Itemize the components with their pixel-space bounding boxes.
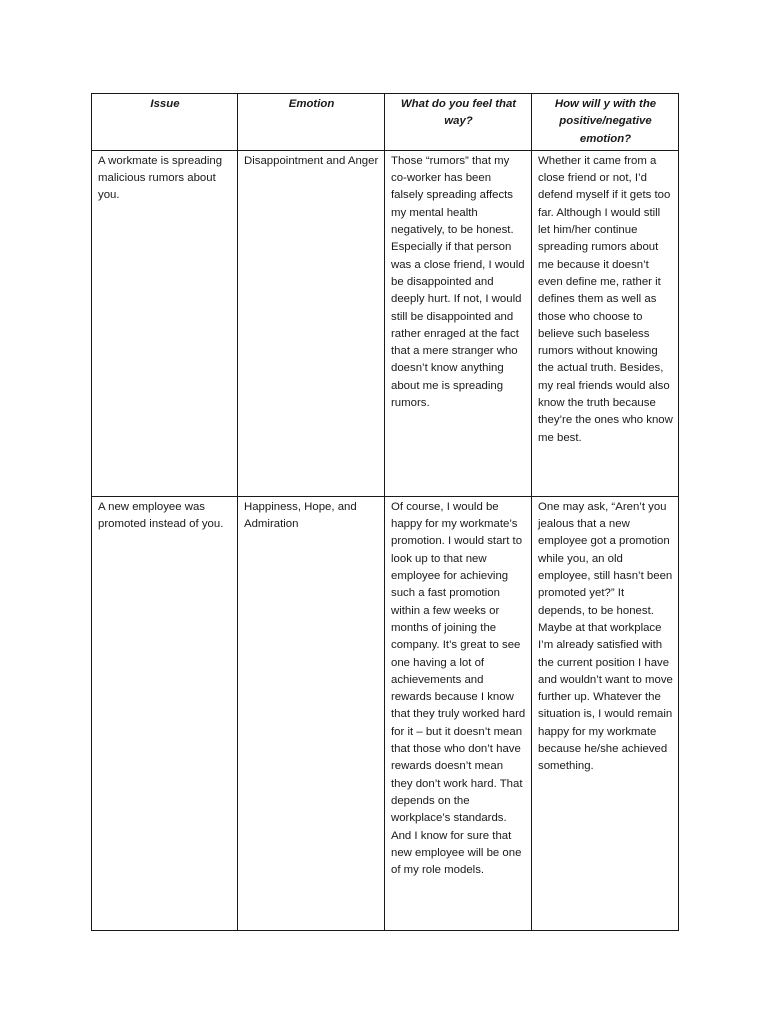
issue-cell: A new employee was promoted instead of you. xyxy=(92,496,238,930)
issue-cell: A workmate is spreading malicious rumors about you. xyxy=(92,150,238,496)
header-feeling: What do you feel that way? xyxy=(385,94,532,151)
header-response: How will y with the positive/negative emotion? xyxy=(532,94,679,151)
response-cell: Whether it came from a close friend or not, I’d defend myself if it gets too far. Although I would still let him/her continue spreading rumors about me because it doesn’t even define me, rather it defines them as well as those who choose to believe such baseless rumors without knowing the actual truth. Besides, my real friends would also know the truth because they’re the ones who know me best. xyxy=(532,150,679,496)
header-issue: Issue xyxy=(92,94,238,151)
header-row xyxy=(92,94,679,151)
emotion-cell: Disappointment and Anger xyxy=(238,150,385,496)
emotion-table xyxy=(91,93,679,931)
feeling-cell: Those “rumors” that my co-worker has been falsely spreading affects my mental health negatively, to be honest. Especially if that person was a close friend, I would be disappointed and deeply hurt. If not, I would still be disappointed and rather enraged at the fact that a mere stranger who doesn’t know anything about me is spreading rumors. xyxy=(385,150,532,496)
header-emotion: Emotion xyxy=(238,94,385,151)
emotion-cell: Happiness, Hope, and Admiration xyxy=(238,496,385,930)
table-row xyxy=(92,150,679,496)
table-row xyxy=(92,496,679,930)
feeling-cell: Of course, I would be happy for my workmate’s promotion. I would start to look up to that new employee for achieving such a fast promotion within a few weeks or months of joining the company. It’s great to see one having a lot of achievements and rewards because I know that they truly worked hard for it – but it doesn’t mean that those who don’t have rewards doesn’t mean they don’t work hard. That depends on the workplace’s standards. And I know for sure that new employee will be one of my role models. xyxy=(385,496,532,930)
response-cell: One may ask, “Aren’t you jealous that a new employee got a promotion while you, an old employee, still hasn’t been promoted yet?” It depends, to be honest. Maybe at that workplace I’m already satisfied with the current position I have and wouldn’t want to move further up. Whatever the situation is, I would remain happy for my workmate because he/she achieved something. xyxy=(532,496,679,930)
